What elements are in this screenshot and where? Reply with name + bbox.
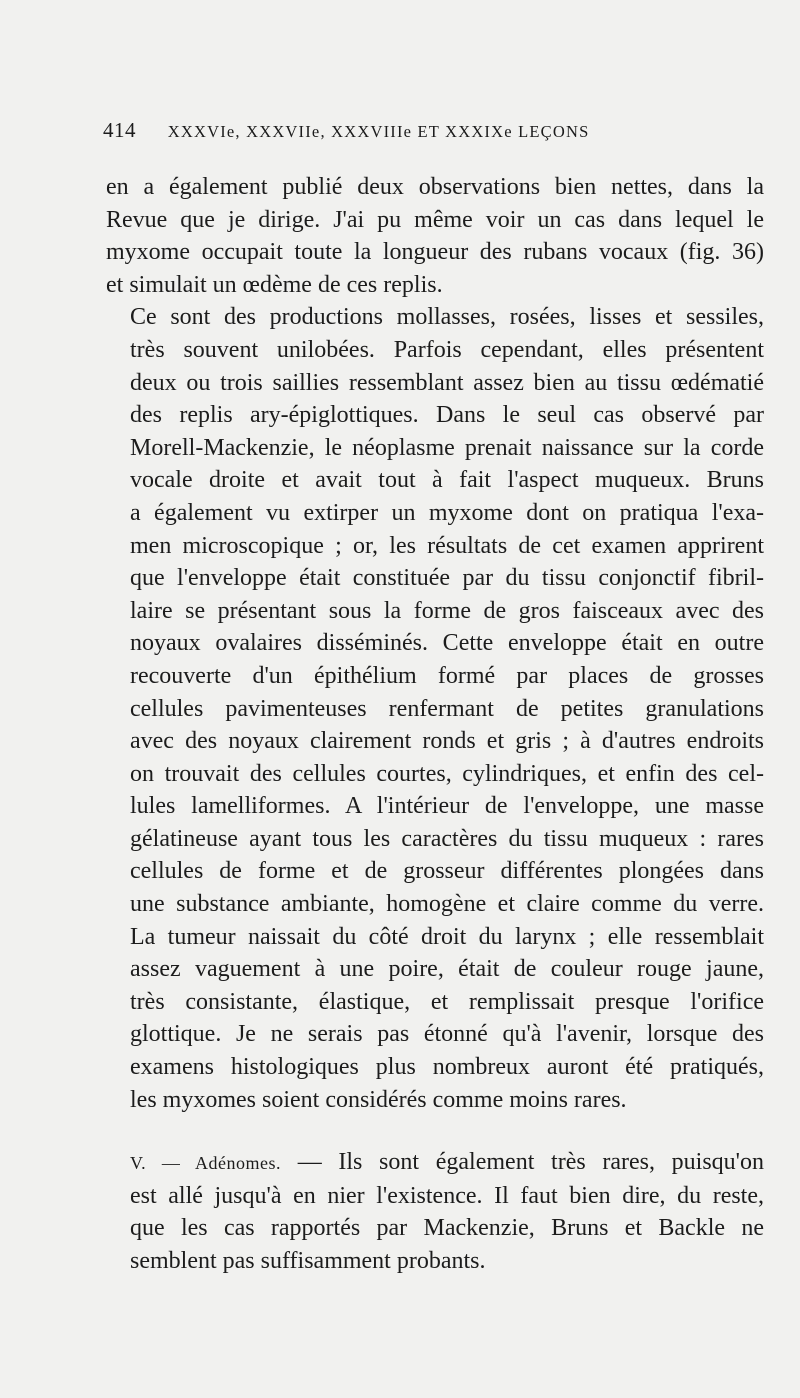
text-line: deux ou trois saillies ressemblant assez bien au tissu œdématié: [130, 369, 764, 396]
text-line: avec des noyaux clairement ronds et gris ; à d'autres endroits: [130, 728, 764, 755]
text-line: cellules pavimenteuses renfermant de petites granulations: [130, 695, 764, 722]
text-line: semblent pas suffisamment probants.: [130, 1248, 486, 1274]
text-line: myxome occupait toute la longueur des rubans vocaux (fig. 36): [106, 239, 764, 266]
text-line: des replis ary-épiglottiques. Dans le seul cas observé par: [130, 402, 764, 429]
text-line: cellules de forme et de grosseur différentes plongées dans: [130, 858, 764, 885]
text-line: lules lamelliformes. A l'intérieur de l'enveloppe, une masse: [130, 793, 764, 820]
running-header: [103, 118, 703, 143]
text-line: recouverte d'un épithélium formé par places de grosses: [130, 662, 764, 689]
running-title: XXXVIe, XXXVIIe, XXXVIIIe ET XXXIXe LEÇONS: [167, 122, 590, 141]
section-first-line-text: — Ils sont également très rares, puisqu'on: [281, 1149, 765, 1176]
text-line: que l'enveloppe était constituée par du tissu conjonctif fibril-: [130, 565, 764, 592]
text-line: Morell-Mackenzie, le néoplasme prenait naissance sur la corde: [130, 434, 764, 461]
section-heading: V. — Adénomes.: [130, 1153, 282, 1174]
text-line: en a également publié deux observations bien nettes, dans la: [106, 174, 764, 200]
body-text: [106, 171, 764, 1278]
text-line: men microscopique ; or, les résultats de cet examen apprirent: [130, 532, 764, 559]
text-line: glottique. Je ne serais pas étonné qu'à l'avenir, lorsque des: [130, 1021, 764, 1048]
text-line: a également vu extirper un myxome dont on pratiqua l'exa-: [130, 499, 764, 526]
text-line: les myxomes soient considérés comme moins rares.: [130, 1086, 627, 1113]
text-line: Ce sont des productions mollasses, rosées, lisses et sessiles,: [130, 304, 764, 331]
text-line: et simulait un œdème de ces replis.: [106, 271, 443, 298]
text-line: noyaux ovalaires disséminés. Cette enveloppe était en outre: [130, 630, 764, 657]
text-line: La tumeur naissait du côté droit du larynx ; elle ressemblait: [130, 923, 764, 950]
text-line: très consistante, élastique, et remplissait presque l'orifice: [130, 988, 764, 1015]
text-line: examens histologiques plus nombreux auront été pratiqués,: [130, 1054, 764, 1081]
section-adenomes: [106, 1146, 764, 1277]
text-line: Revue que je dirige. J'ai pu même voir un cas dans lequel le: [106, 206, 764, 233]
text-line: vocale droite et avait tout à fait l'aspect muqueux. Bruns: [130, 467, 764, 494]
text-line: une substance ambiante, homogène et claire comme du verre.: [130, 891, 764, 918]
text-line: que les cas rapportés par Mackenzie, Bruns et Backle ne: [130, 1215, 764, 1242]
paragraph-2: [106, 301, 764, 1116]
paragraph-1: [106, 171, 764, 301]
section-first-line: [106, 1146, 764, 1180]
text-line: on trouvait des cellules courtes, cylindriques, et enfin des cel-: [130, 760, 764, 787]
text-line: est allé jusqu'à en nier l'existence. Il faut bien dire, du reste,: [130, 1182, 764, 1209]
text-line: gélatineuse ayant tous les caractères du tissu muqueux : rares: [130, 825, 764, 852]
text-line: assez vaguement à une poire, était de couleur rouge jaune,: [130, 956, 764, 983]
text-line: très souvent unilobées. Parfois cependant, elles présentent: [130, 336, 764, 363]
page-number: 414: [103, 118, 136, 142]
text-line: laire se présentant sous la forme de gros faisceaux avec des: [130, 597, 764, 624]
